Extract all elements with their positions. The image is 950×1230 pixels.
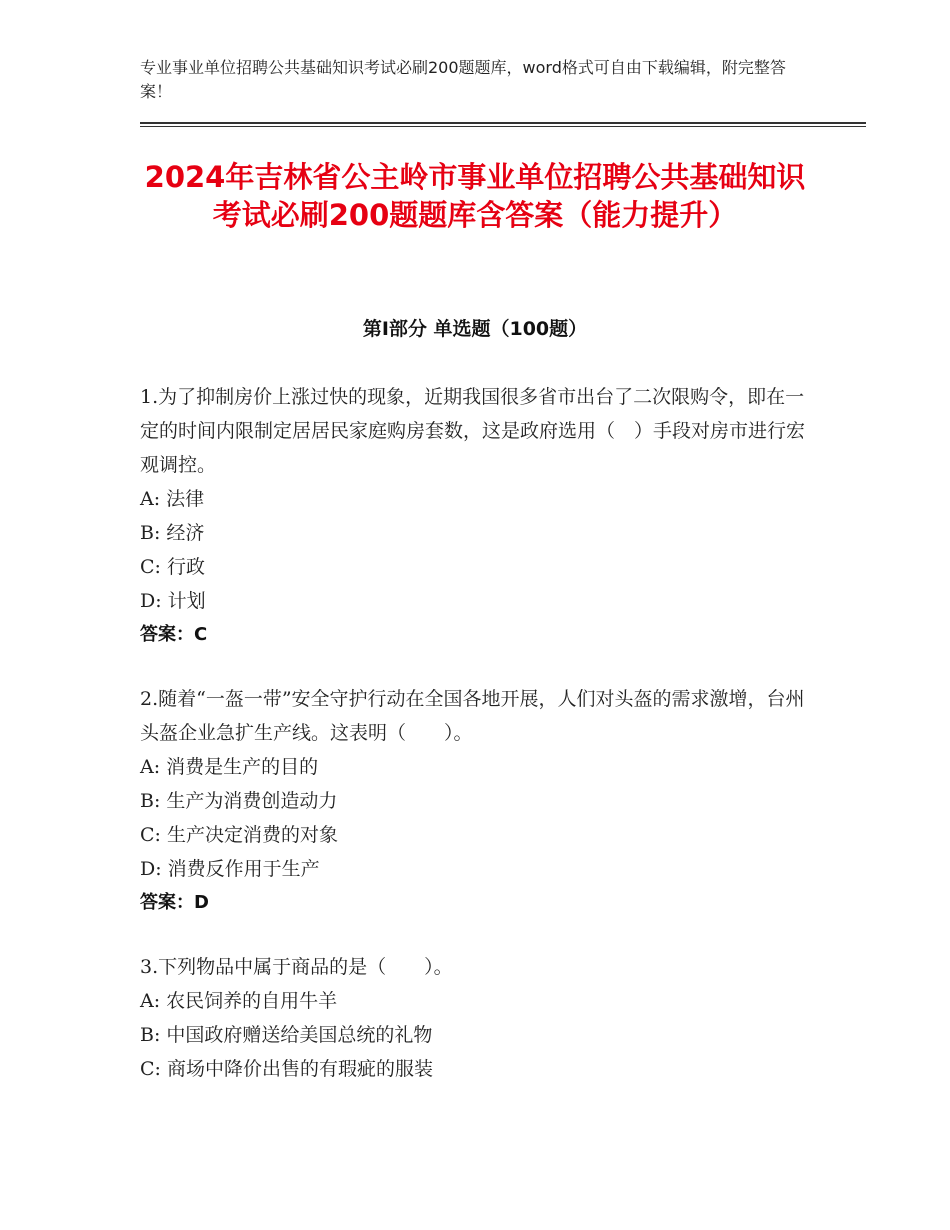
question-2 [140, 682, 820, 920]
question-stem: 2.随着“一盔一带”安全守护行动在全国各地开展，人们对头盔的需求激增，台州头盔企业急扩生产线。这表明（ ）。 [140, 688, 805, 744]
header-divider [140, 122, 866, 124]
option-b: B: 经济 [140, 522, 205, 544]
document-title: 2024年吉林省公主岭市事业单位招聘公共基础知识考试必刷200题题库含答案（能力提升） [144, 160, 806, 232]
question-stem: 1.为了抑制房价上涨过快的现象，近期我国很多省市出台了二次限购令，即在一定的时间内限制定居居民家庭购房套数，这是政府选用（ ）手段对房市进行宏观调控。 [140, 386, 806, 476]
option-b: B: 中国政府赠送给美国总统的礼物 [140, 1024, 433, 1046]
option-d: D: 计划 [140, 590, 206, 612]
question-3 [140, 950, 820, 1086]
option-a: A: 农民饲养的自用牛羊 [140, 990, 338, 1012]
option-a: A: 消费是生产的目的 [140, 756, 319, 778]
question-1 [140, 380, 820, 652]
question-stem: 3.下列物品中属于商品的是（ ）。 [140, 956, 453, 978]
answer-line: 答案：D [140, 892, 209, 913]
option-b: B: 生产为消费创造动力 [140, 790, 338, 812]
header-note: 专业事业单位招聘公共基础知识考试必刷200题题库，word格式可自由下载编辑，附完整答案！ [140, 58, 786, 101]
option-d: D: 消费反作用于生产 [140, 858, 320, 880]
option-c: C: 生产决定消费的对象 [140, 824, 338, 846]
option-a: A: 法律 [140, 488, 205, 510]
answer-line: 答案：C [140, 624, 208, 645]
header-divider-thin [140, 126, 866, 127]
option-c: C: 行政 [140, 556, 205, 578]
section-title: 第Ⅰ部分 单选题（100题） [362, 318, 588, 340]
option-c: C: 商场中降价出售的有瑕疵的服装 [140, 1058, 433, 1080]
question-list [140, 380, 820, 1116]
